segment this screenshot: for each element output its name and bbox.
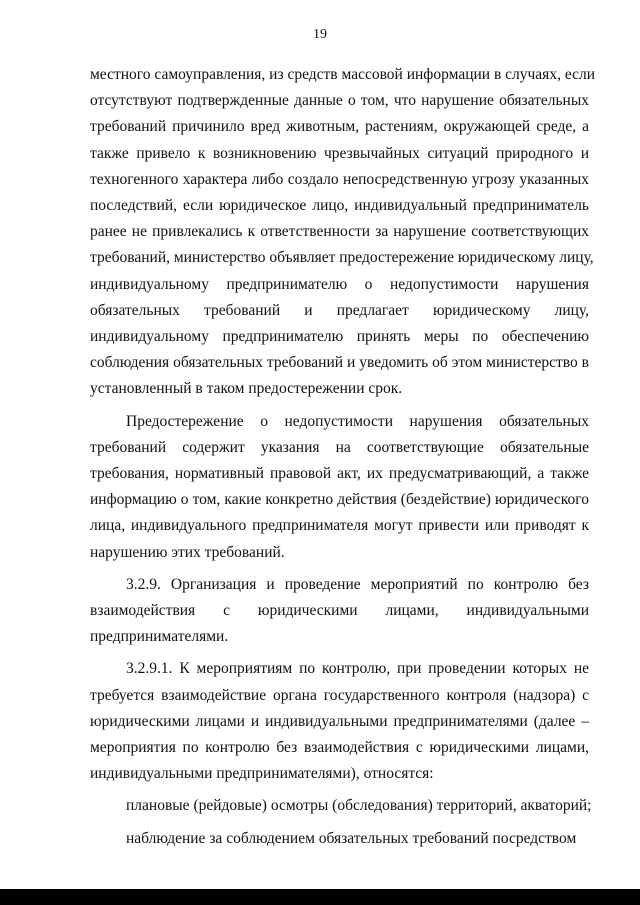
text-line: индивидуальному предпринимателю принять меры по обеспечению <box>90 328 589 346</box>
text-line: ранее не привлекались к ответственности за нарушение соответствующих <box>90 223 589 241</box>
text-line: юридическими лицами и индивидуальными предпринимателями (далее – <box>90 712 589 730</box>
text-line: соблюдения обязательных требований и уведомить об этом министерство в <box>90 354 589 372</box>
text-line: нарушению этих требований. <box>90 543 285 561</box>
text-line: требований причинило вред животным, растениям, окружающей среде, а <box>90 118 589 136</box>
text-line: обязательных требований и предлагает юридическому лицу, <box>90 301 589 319</box>
text-line: Предостережение о недопустимости нарушения обязательных <box>126 412 589 430</box>
text-line: также привело к возникновению чрезвычайных ситуаций природного и <box>90 144 589 162</box>
text-line: последствий, если юридическое лицо, индивидуальный предприниматель <box>90 197 589 215</box>
paragraph <box>90 572 589 651</box>
paragraph <box>90 409 589 566</box>
document-body <box>90 62 595 858</box>
text-line: информацию о том, какие конкретно действия (бездействие) юридического <box>90 491 589 509</box>
text-line: отсутствуют подтвержденные данные о том, что нарушение обязательных <box>90 92 589 110</box>
text-line: предпринимателями. <box>90 628 229 646</box>
text-line: индивидуальными предпринимателями), относятся: <box>90 765 434 783</box>
text-line: требований содержит указания на соответствующие обязательные <box>90 438 589 456</box>
text-line: местного самоуправления, из средств массовой информации в случаях, если <box>90 66 595 83</box>
scan-bottom-edge <box>0 889 640 905</box>
text-line: индивидуальному предпринимателю о недопустимости нарушения <box>90 275 589 293</box>
text-line: плановые (рейдовые) осмотры (обследования) территорий, акваторий; <box>126 797 592 815</box>
text-line: требований, министерство объявляет предостережение юридическому лицу, <box>90 249 594 267</box>
paragraph <box>90 656 589 787</box>
text-line: техногенного характера либо создало непосредственную угрозу указанных <box>90 170 589 188</box>
text-line: лица, индивидуального предпринимателя могут привести или приводят к <box>90 517 589 535</box>
text-line: взаимодействия с юридическими лицами, индивидуальными <box>90 602 589 620</box>
text-line: требования, нормативный правовой акт, их предусматривающий, а также <box>90 465 589 483</box>
page-number: 19 <box>313 27 327 42</box>
paragraph <box>90 793 592 819</box>
paragraph <box>90 62 595 403</box>
text-line: установленный в таком предостережении срок. <box>90 380 403 398</box>
text-line: наблюдение за соблюдением обязательных требований посредством <box>126 829 577 847</box>
text-line: мероприятия по контролю без взаимодействия с юридическими лицами, <box>90 739 589 757</box>
text-line: 3.2.9. Организация и проведение мероприятий по контролю без <box>126 575 589 593</box>
text-line: 3.2.9.1. К мероприятиям по контролю, при проведении которых не <box>126 660 589 678</box>
paragraph <box>90 826 589 852</box>
text-line: требуется взаимодействие органа государственного контроля (надзора) с <box>90 686 589 704</box>
